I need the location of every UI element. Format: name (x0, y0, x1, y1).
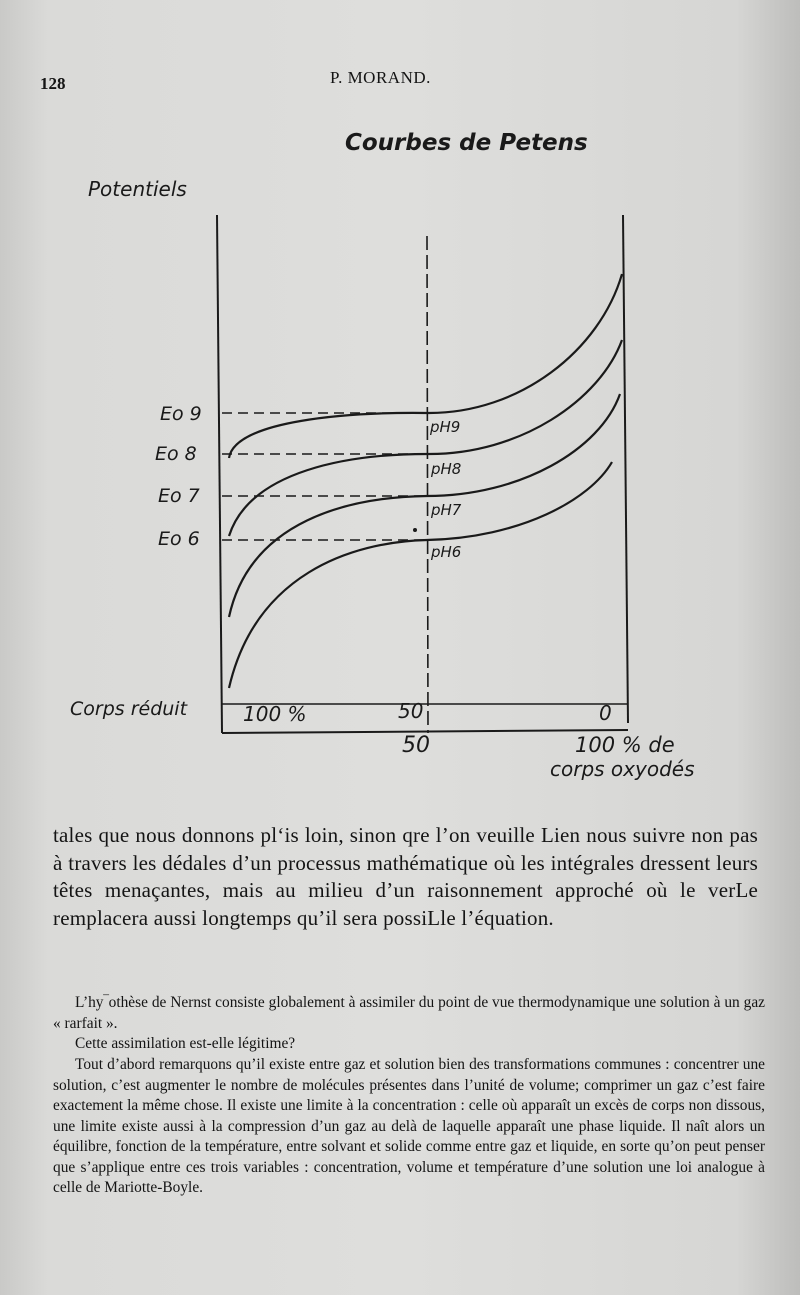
below-label-middle: 50 (402, 733, 430, 758)
box-label-left: 100 % (243, 702, 307, 726)
level-label-e8: Eo 8 (155, 443, 197, 465)
below-label-right-1: 100 % de (575, 733, 675, 757)
reference-levels (222, 413, 427, 540)
level-label-e6: Eo 6 (158, 528, 200, 550)
curve-ph9 (229, 274, 622, 458)
main-paragraph: tales que nous donnons pl‘is loin, sinon qre l’on veuille Lien nous suivre non pas à travers les dédales d’un processus mathématique où les intégrales dressent leurs têtes menaçantes, mais au milieu d’un raisonnement approché où le verLe remplacera aussi longtemps qu’il sera possiLle l’équation. (53, 823, 758, 930)
left-axis-line (217, 215, 222, 733)
curve-label-ph6: pH6 (431, 543, 462, 561)
box-label-right: 0 (599, 701, 612, 725)
level-label-e9: Eo 9 (160, 403, 202, 425)
curve-label-ph7: pH7 (431, 501, 462, 519)
level-label-e7: Eo 7 (158, 485, 200, 507)
small-paragraph-comparison: Tout d’abord remarquons qu’il existe entre gaz et solution bien des transformations communes : concentrer une solution, c’est augmenter le nombre de molécules présentes dans l’unité de volume; comprimer un gaz c’est faire exactement la même chose. Il existe une limite à la concentration : celle où apparaît un excès de corps non dissous, une limite existe aussi à la compression d’un gaz au delà de laquelle apparaît une phase liquide. Il naît alors un équilibre, fonction de la température, entre solvant et solide comme entre gaz et liquide, en sorte qu’on peut penser que s’applique entre ces trois variables : concentration, volume et température d’une solution une loi analogue à celle de Mariotte-Boyle. (53, 1056, 765, 1196)
y-axis-label: Potentiels (88, 177, 187, 201)
small-paragraph-question: Cette assimilation est-elle légitime? (75, 1035, 296, 1052)
curve-label-ph9: pH9 (430, 418, 461, 436)
curves (229, 274, 622, 688)
bottom-left-label: Corps réduit (70, 698, 188, 720)
box-label-middle: 50 (398, 699, 424, 723)
figure-title: Courbes de Petens (345, 130, 588, 156)
page-number: 128 (40, 74, 66, 93)
curve-ph7 (229, 394, 620, 617)
curve-label-ph8: pH8 (431, 460, 462, 478)
right-axis-line (623, 215, 628, 723)
chart-frame (217, 215, 628, 733)
small-paragraph-nernst: L’hy‾othèse de Nernst consiste globalement à assimiler du point de vue thermodynamique une solution à un gaz « rarfait ». (53, 994, 765, 1032)
below-label-right-2: corps oxyodés (550, 757, 695, 781)
running-head: P. MORAND. (330, 68, 431, 87)
ink-dot (413, 528, 417, 532)
midline (427, 236, 428, 733)
